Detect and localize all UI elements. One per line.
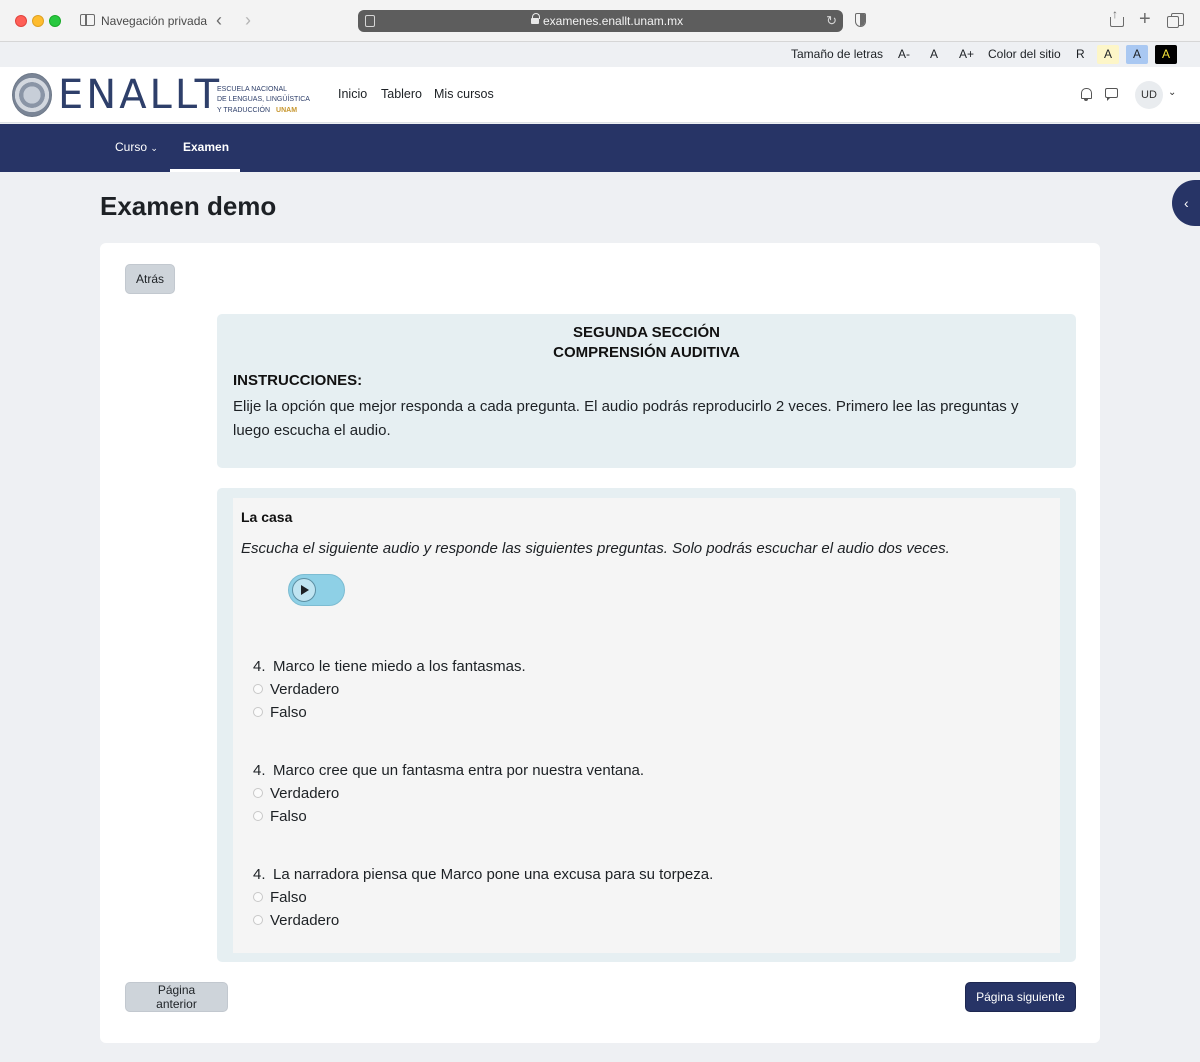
play-icon[interactable]	[292, 578, 316, 602]
question-content	[233, 498, 1060, 953]
privacy-shield-icon[interactable]	[855, 13, 866, 27]
radio-button[interactable]	[253, 684, 263, 694]
tab-overview-icon[interactable]	[1171, 13, 1184, 26]
exam-card	[100, 243, 1100, 1043]
question-number: 4.	[253, 762, 266, 779]
question-block	[217, 488, 1076, 962]
answer-option-label: Verdadero	[270, 912, 340, 929]
nav-home-link[interactable]: Inicio	[338, 87, 368, 101]
font-larger-button[interactable]: A+	[959, 47, 975, 61]
font-normal-button[interactable]: A	[930, 47, 939, 61]
color-black-button[interactable]: A	[1155, 45, 1177, 64]
reload-icon[interactable]: ↻	[826, 13, 837, 28]
url-text[interactable]: examenes.enallt.unam.mx	[543, 14, 684, 28]
question-number: 4.	[253, 658, 266, 675]
question-title: La casa	[241, 509, 293, 525]
page-title: Examen demo	[100, 191, 277, 221]
logo-line-2: DE LENGUAS, LINGÜÍSTICA	[217, 96, 310, 103]
question-text: Marco cree que un fantasma entra por nuestra ventana.	[273, 762, 645, 779]
tab-course-label: Curso	[115, 140, 148, 154]
lock-icon	[531, 16, 539, 25]
nav-my-courses-link[interactable]: Mis cursos	[434, 87, 494, 101]
close-window-icon[interactable]	[15, 15, 27, 27]
radio-button[interactable]	[253, 707, 263, 717]
minimize-window-icon[interactable]	[32, 15, 44, 27]
enallt-logo[interactable]	[12, 73, 312, 119]
new-tab-icon[interactable]: +	[1139, 8, 1151, 30]
previous-page-button[interactable]: Página anterior	[125, 982, 228, 1012]
font-size-label: Tamaño de letras	[791, 47, 884, 61]
question-text: La narradora piensa que Marco pone una excusa para su torpeza.	[273, 866, 714, 883]
nav-dashboard-link[interactable]: Tablero	[381, 87, 422, 101]
site-color-label: Color del sitio	[988, 47, 1061, 61]
font-smaller-button[interactable]: A-	[898, 47, 910, 61]
color-yellow-button[interactable]: A	[1097, 45, 1119, 64]
instructions-box	[217, 314, 1076, 468]
question-intro: Escucha el siguiente audio y responde las siguientes preguntas. Solo podrás escuchar el audio dos veces.	[241, 540, 950, 557]
maximize-window-icon[interactable]	[49, 15, 61, 27]
accessibility-bar	[0, 43, 1200, 67]
answer-option-label: Verdadero	[270, 785, 340, 802]
tab-course[interactable]	[115, 140, 158, 154]
question-number: 4.	[253, 866, 266, 883]
next-page-button[interactable]: Página siguiente	[965, 982, 1076, 1012]
color-blue-button[interactable]: A	[1126, 45, 1148, 64]
audio-player[interactable]	[288, 574, 345, 606]
back-button[interactable]: Atrás	[125, 264, 175, 294]
private-browsing-label: Navegación privada	[101, 14, 208, 28]
drawer-toggle-button[interactable]	[1172, 180, 1200, 226]
notifications-bell-icon[interactable]	[1081, 88, 1092, 99]
radio-button[interactable]	[253, 811, 263, 821]
browser-toolbar	[0, 0, 1200, 42]
subsection-heading: COMPRENSIÓN AUDITIVA	[553, 344, 740, 361]
color-reset-button[interactable]: R	[1076, 47, 1085, 61]
user-menu-chevron-down-icon[interactable]: ⌄	[1168, 87, 1177, 98]
radio-button[interactable]	[253, 788, 263, 798]
user-avatar[interactable]: UD	[1135, 81, 1163, 109]
answer-option-label: Falso	[270, 704, 307, 721]
radio-button[interactable]	[253, 915, 263, 925]
site-header	[0, 67, 1200, 123]
logo-wordmark: ENALLT	[58, 72, 223, 118]
secondary-navigation	[0, 124, 1200, 172]
address-bar[interactable]	[358, 10, 843, 32]
answer-option-label: Falso	[270, 889, 307, 906]
section-heading: SEGUNDA SECCIÓN	[573, 324, 720, 341]
answer-option-label: Falso	[270, 808, 307, 825]
active-tab-indicator	[170, 169, 240, 172]
page-menu-icon[interactable]	[365, 15, 375, 27]
unam-seal-icon	[12, 73, 52, 117]
radio-button[interactable]	[253, 892, 263, 902]
answer-option-label: Verdadero	[270, 681, 340, 698]
logo-line-1: ESCUELA NACIONAL	[217, 86, 288, 93]
back-arrow-icon[interactable]: ‹	[216, 10, 222, 30]
messages-chat-icon[interactable]	[1105, 88, 1118, 98]
tab-exam[interactable]: Examen	[183, 140, 230, 154]
instructions-text: Elije la opción que mejor responda a cada pregunta. El audio podrás reproducirlo 2 veces. Primero lee las preguntas y luego escucha el audio.	[233, 398, 1019, 439]
question-text: Marco le tiene miedo a los fantasmas.	[273, 658, 526, 675]
forward-arrow-icon[interactable]: ›	[245, 10, 251, 30]
logo-line-3: Y TRADUCCIÓN UNAM	[217, 107, 298, 114]
chevron-down-icon: ⌄	[150, 143, 158, 153]
instructions-label: INSTRUCCIONES:	[233, 372, 363, 389]
share-icon[interactable]	[1110, 12, 1122, 26]
sidebar-toggle-icon[interactable]	[80, 14, 95, 26]
chevron-left-icon: ‹	[1184, 195, 1189, 211]
